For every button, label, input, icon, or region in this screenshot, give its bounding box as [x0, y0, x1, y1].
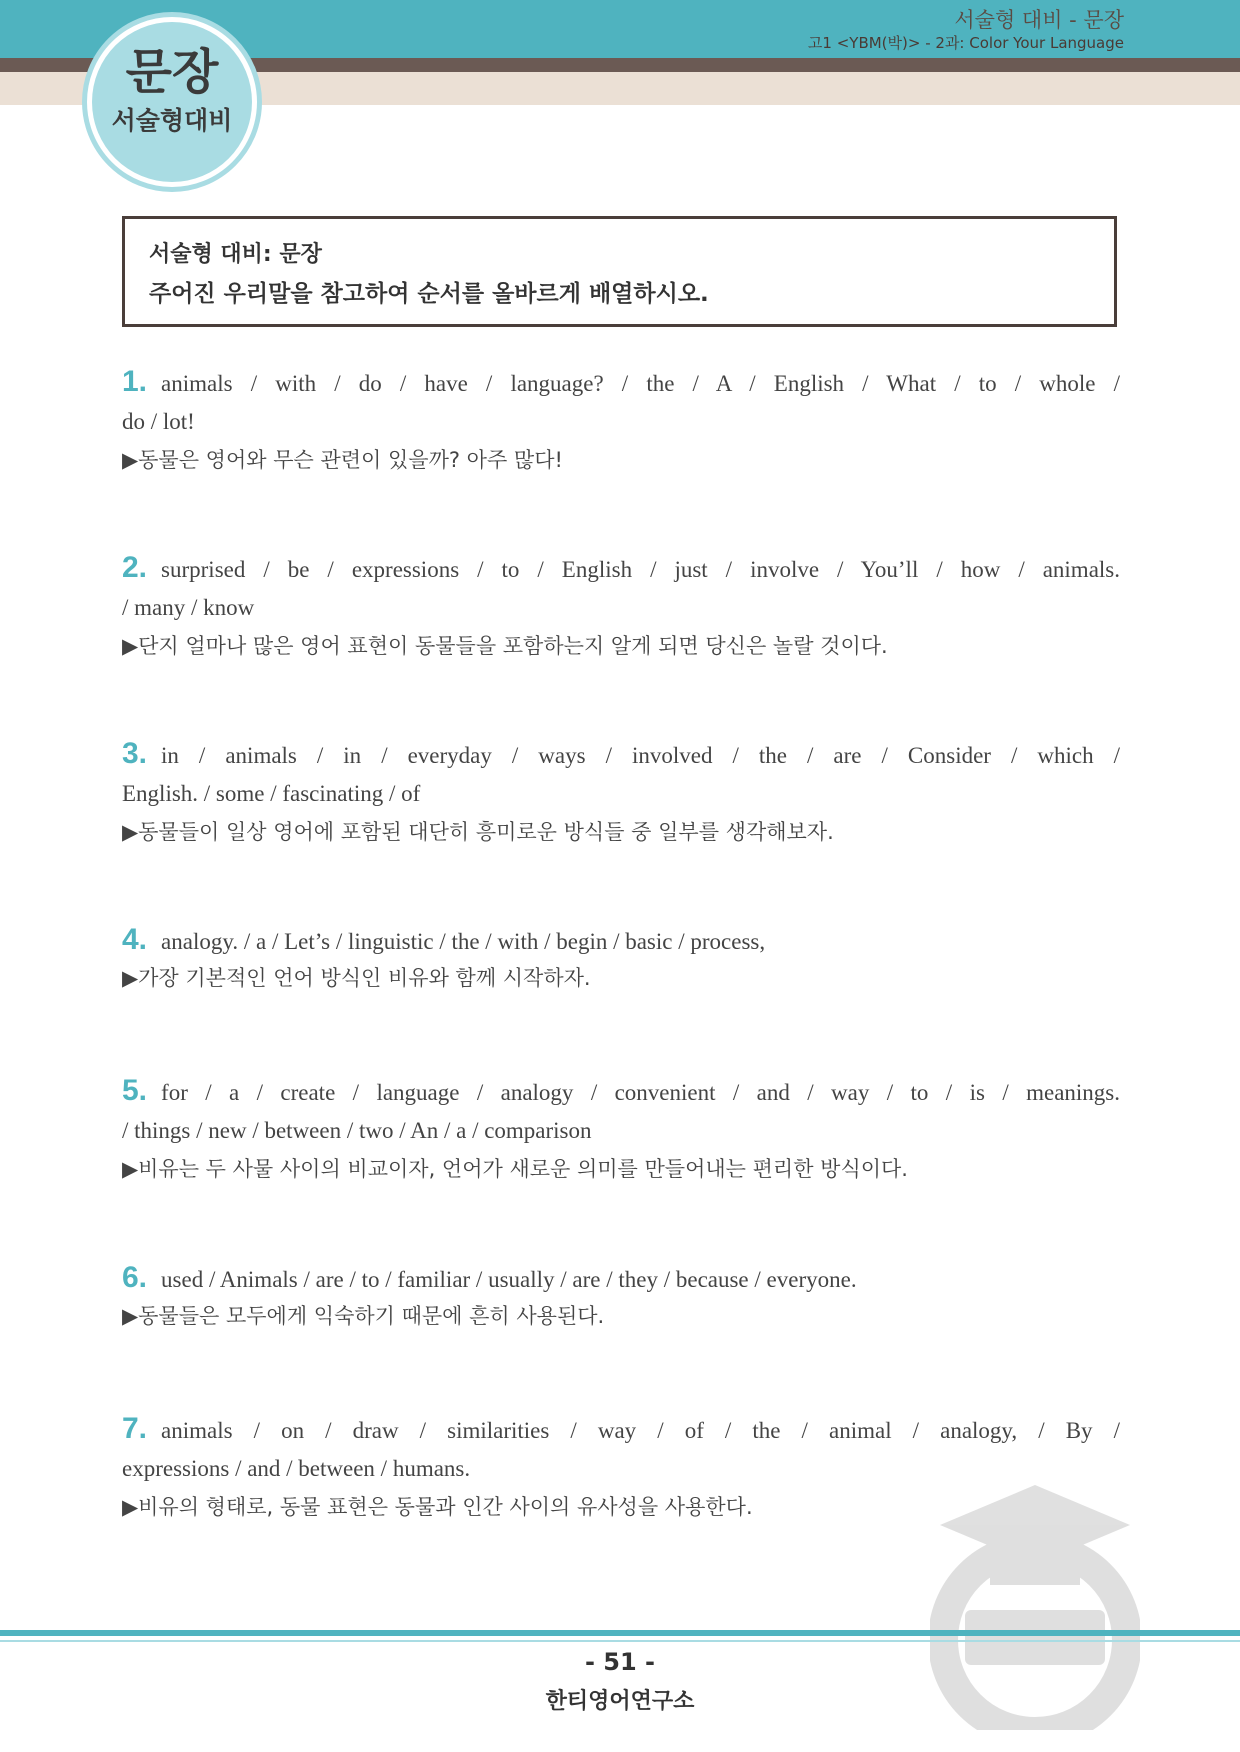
question-number: 5.	[122, 1074, 148, 1107]
question-words: analogy. / a / Let’s / linguistic / the / with / begin / basic / process,	[161, 929, 766, 954]
question-words: used / Animals / are / to / familiar / usually / are / they / because / everyone.	[161, 1267, 857, 1292]
question-6	[122, 1258, 1120, 1334]
header-title: 서술형 대비 - 문장	[954, 8, 1124, 32]
question-3	[122, 734, 1120, 850]
question-words-continued: expressions / and / between / humans.	[122, 1456, 471, 1481]
question-words-continued: / things / new / between / two / An / a / comparison	[122, 1118, 592, 1143]
question-words: animals / on / draw / similarities / way / of / the / animal / analogy, / By /	[161, 1418, 1120, 1443]
question-4	[122, 920, 1120, 996]
question-words: in / animals / in / everyday / ways / involved / the / are / Consider / which /	[161, 743, 1120, 768]
question-number: 1.	[122, 365, 148, 398]
instruction-text: 주어진 우리말을 참고하여 순서를 올바르게 배열하시오.	[149, 281, 709, 307]
question-number: 7.	[122, 1412, 148, 1445]
question-number: 3.	[122, 737, 148, 770]
question-words-continued: do / lot!	[122, 409, 195, 434]
footer-rule	[0, 1630, 1240, 1636]
question-words-continued: / many / know	[122, 595, 255, 620]
question-korean: ▶동물들이 일상 영어에 포함된 대단히 흥미로운 방식들 중 일부를 생각해보자.	[122, 820, 834, 844]
question-words: animals / with / do / have / language? / the / A / English / What / to / whole /	[161, 371, 1120, 396]
question-number: 6.	[122, 1261, 148, 1294]
question-korean: ▶단지 얼마나 많은 영어 표현이 동물들을 포함하는지 알게 되면 당신은 놀랄 것이다.	[122, 634, 888, 658]
footer-rule-thin	[0, 1640, 1240, 1642]
question-korean: ▶동물들은 모두에게 익숙하기 때문에 흔히 사용된다.	[122, 1304, 605, 1328]
badge-sub-text: 서술형대비	[111, 106, 233, 135]
instruction-title: 서술형 대비: 문장	[149, 242, 322, 267]
question-number: 2.	[122, 551, 148, 584]
question-words: for / a / create / language / analogy / convenient / and / way / to / is / meanings.	[161, 1080, 1120, 1105]
question-2	[122, 548, 1120, 664]
question-words-continued: English. / some / fascinating / of	[122, 781, 421, 806]
question-korean: ▶가장 기본적인 언어 방식인 비유와 함께 시작하자.	[122, 966, 591, 990]
header-subtitle: 고1 <YBM(박)> - 2과: Color Your Language	[807, 34, 1124, 52]
question-number: 4.	[122, 923, 148, 956]
instruction-box	[122, 216, 1117, 327]
badge-main-text: 문장	[125, 44, 219, 100]
organization-name: 한티영어연구소	[545, 1689, 695, 1714]
page-number: - 51 -	[584, 1648, 656, 1676]
question-words: surprised / be / expressions / to / English / just / involve / You’ll / how / animals.	[161, 557, 1120, 582]
question-korean: ▶비유의 형태로, 동물 표현은 동물과 인간 사이의 유사성을 사용한다.	[122, 1495, 753, 1519]
question-1	[122, 362, 1120, 478]
question-korean: ▶비유는 두 사물 사이의 비교이자, 언어가 새로운 의미를 만들어내는 편리한 방식이다.	[122, 1157, 908, 1181]
question-korean: ▶동물은 영어와 무슨 관련이 있을까? 아주 많다!	[122, 448, 563, 472]
question-5	[122, 1071, 1120, 1187]
academy-watermark-icon	[930, 1480, 1140, 1730]
